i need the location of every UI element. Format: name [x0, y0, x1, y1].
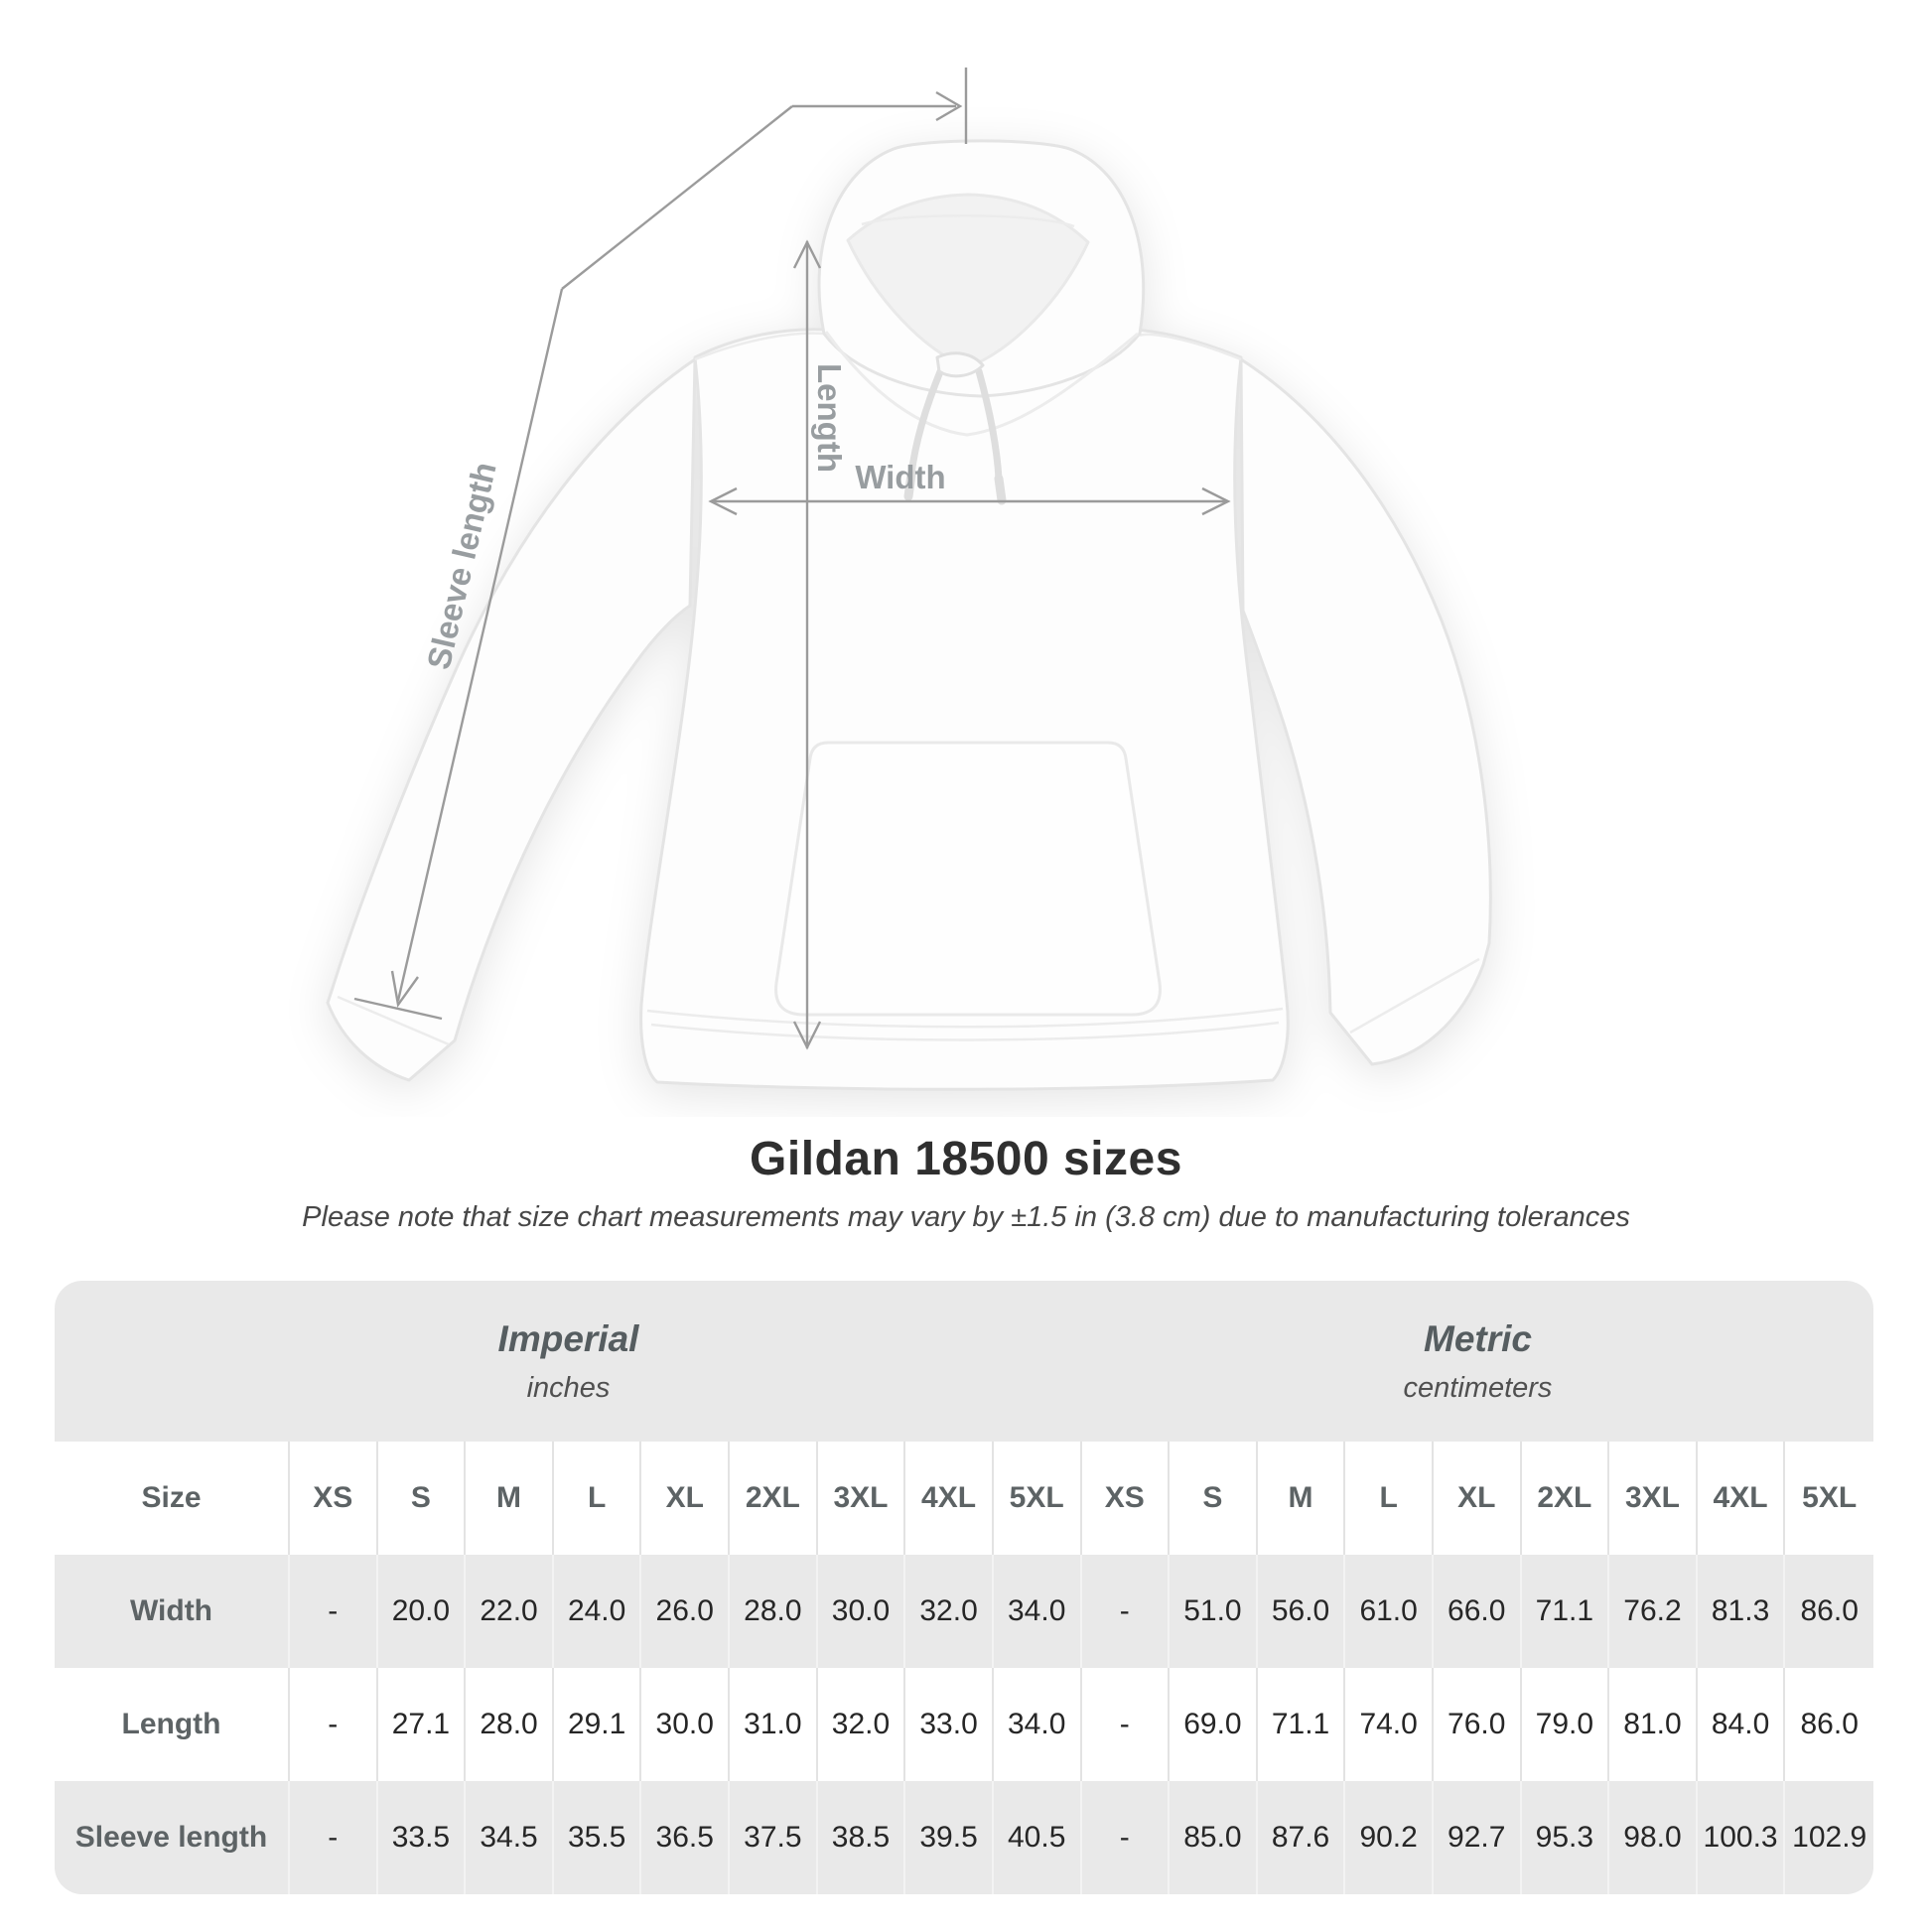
size-header-imperial: S — [378, 1442, 467, 1555]
value-metric: 100.3 — [1698, 1781, 1786, 1894]
value-imperial: 35.5 — [554, 1781, 642, 1894]
size-column-header: Size — [55, 1442, 290, 1555]
value-imperial: 36.5 — [641, 1781, 730, 1894]
value-imperial: 27.1 — [378, 1668, 467, 1781]
value-imperial: 26.0 — [641, 1555, 730, 1668]
size-header-imperial: XL — [641, 1442, 730, 1555]
size-header-imperial: XS — [290, 1442, 378, 1555]
value-imperial: 20.0 — [378, 1555, 467, 1668]
size-header-imperial: M — [466, 1442, 554, 1555]
length-label: Length — [811, 363, 848, 473]
value-metric: - — [1082, 1555, 1171, 1668]
value-metric: 92.7 — [1434, 1781, 1522, 1894]
size-header-imperial: L — [554, 1442, 642, 1555]
imperial-group-header — [55, 1281, 1082, 1442]
value-metric: 66.0 — [1434, 1555, 1522, 1668]
value-imperial: 30.0 — [818, 1555, 906, 1668]
unit-group-header-row — [55, 1281, 1873, 1442]
value-imperial: 24.0 — [554, 1555, 642, 1668]
imperial-group-unit: inches — [526, 1371, 611, 1404]
value-metric: 90.2 — [1345, 1781, 1434, 1894]
value-imperial: - — [290, 1668, 378, 1781]
value-metric: 84.0 — [1698, 1668, 1786, 1781]
row-label: Sleeve length — [55, 1781, 290, 1894]
size-header-metric: M — [1258, 1442, 1346, 1555]
value-imperial: - — [290, 1555, 378, 1668]
size-header-metric: XS — [1082, 1442, 1171, 1555]
tolerance-note: Please note that size chart measurements may vary by ±1.5 in (3.8 cm) due to manufacturing tolerances — [302, 1201, 1630, 1233]
imperial-group-name: Imperial — [497, 1317, 639, 1359]
value-imperial: 29.1 — [554, 1668, 642, 1781]
value-imperial: 32.0 — [818, 1668, 906, 1781]
value-metric: 61.0 — [1345, 1555, 1434, 1668]
value-imperial: 34.0 — [994, 1668, 1082, 1781]
kangaroo-pocket — [776, 743, 1161, 1015]
value-metric: 56.0 — [1258, 1555, 1346, 1668]
value-imperial: 22.0 — [466, 1555, 554, 1668]
size-header-imperial: 2XL — [730, 1442, 818, 1555]
size-header-metric: 4XL — [1698, 1442, 1786, 1555]
value-metric: 98.0 — [1609, 1781, 1698, 1894]
size-header-imperial: 5XL — [994, 1442, 1082, 1555]
value-metric: 87.6 — [1258, 1781, 1346, 1894]
size-header-metric: 2XL — [1522, 1442, 1610, 1555]
metric-group-name: Metric — [1424, 1317, 1532, 1359]
size-header-metric: 5XL — [1785, 1442, 1873, 1555]
row-label: Length — [55, 1668, 290, 1781]
value-metric: 85.0 — [1170, 1781, 1258, 1894]
size-header-imperial: 4XL — [905, 1442, 994, 1555]
value-metric: 76.2 — [1609, 1555, 1698, 1668]
value-imperial: 33.5 — [378, 1781, 467, 1894]
size-header-metric: 3XL — [1609, 1442, 1698, 1555]
value-imperial: 40.5 — [994, 1781, 1082, 1894]
sleeve-length-label: Sleeve length — [419, 458, 503, 673]
value-imperial: - — [290, 1781, 378, 1894]
value-metric: 81.3 — [1698, 1555, 1786, 1668]
value-metric: 69.0 — [1170, 1668, 1258, 1781]
value-metric: 86.0 — [1785, 1668, 1873, 1781]
size-chart-table — [55, 1281, 1873, 1894]
size-header-imperial: 3XL — [818, 1442, 906, 1555]
value-metric: 79.0 — [1522, 1668, 1610, 1781]
value-imperial: 34.0 — [994, 1555, 1082, 1668]
size-header-metric: XL — [1434, 1442, 1522, 1555]
value-metric: 51.0 — [1170, 1555, 1258, 1668]
value-imperial: 31.0 — [730, 1668, 818, 1781]
size-header-metric: S — [1170, 1442, 1258, 1555]
width-label: Width — [855, 459, 946, 495]
value-metric: 71.1 — [1258, 1668, 1346, 1781]
metric-group-unit: centimeters — [1403, 1371, 1553, 1404]
value-metric: - — [1082, 1781, 1171, 1894]
value-imperial: 34.5 — [466, 1781, 554, 1894]
value-imperial: 37.5 — [730, 1781, 818, 1894]
page-title: Gildan 18500 sizes — [750, 1133, 1182, 1185]
hoodie-illustration — [328, 141, 1490, 1089]
value-metric: 76.0 — [1434, 1668, 1522, 1781]
value-imperial: 39.5 — [905, 1781, 994, 1894]
value-imperial: 38.5 — [818, 1781, 906, 1894]
value-imperial: 30.0 — [641, 1668, 730, 1781]
sleeve-arrow-diagonal-upper — [562, 106, 792, 289]
value-imperial: 28.0 — [730, 1555, 818, 1668]
metric-group-header — [1082, 1281, 1873, 1442]
hoodie-left-sleeve — [328, 359, 695, 1080]
value-imperial: 28.0 — [466, 1668, 554, 1781]
value-imperial: 33.0 — [905, 1668, 994, 1781]
value-metric: 102.9 — [1785, 1781, 1873, 1894]
value-metric: 95.3 — [1522, 1781, 1610, 1894]
value-metric: 74.0 — [1345, 1668, 1434, 1781]
value-metric: - — [1082, 1668, 1171, 1781]
size-chart-grid — [55, 1442, 1873, 1894]
row-label: Width — [55, 1555, 290, 1668]
size-header-metric: L — [1345, 1442, 1434, 1555]
value-metric: 81.0 — [1609, 1668, 1698, 1781]
value-metric: 71.1 — [1522, 1555, 1610, 1668]
value-metric: 86.0 — [1785, 1555, 1873, 1668]
value-imperial: 32.0 — [905, 1555, 994, 1668]
